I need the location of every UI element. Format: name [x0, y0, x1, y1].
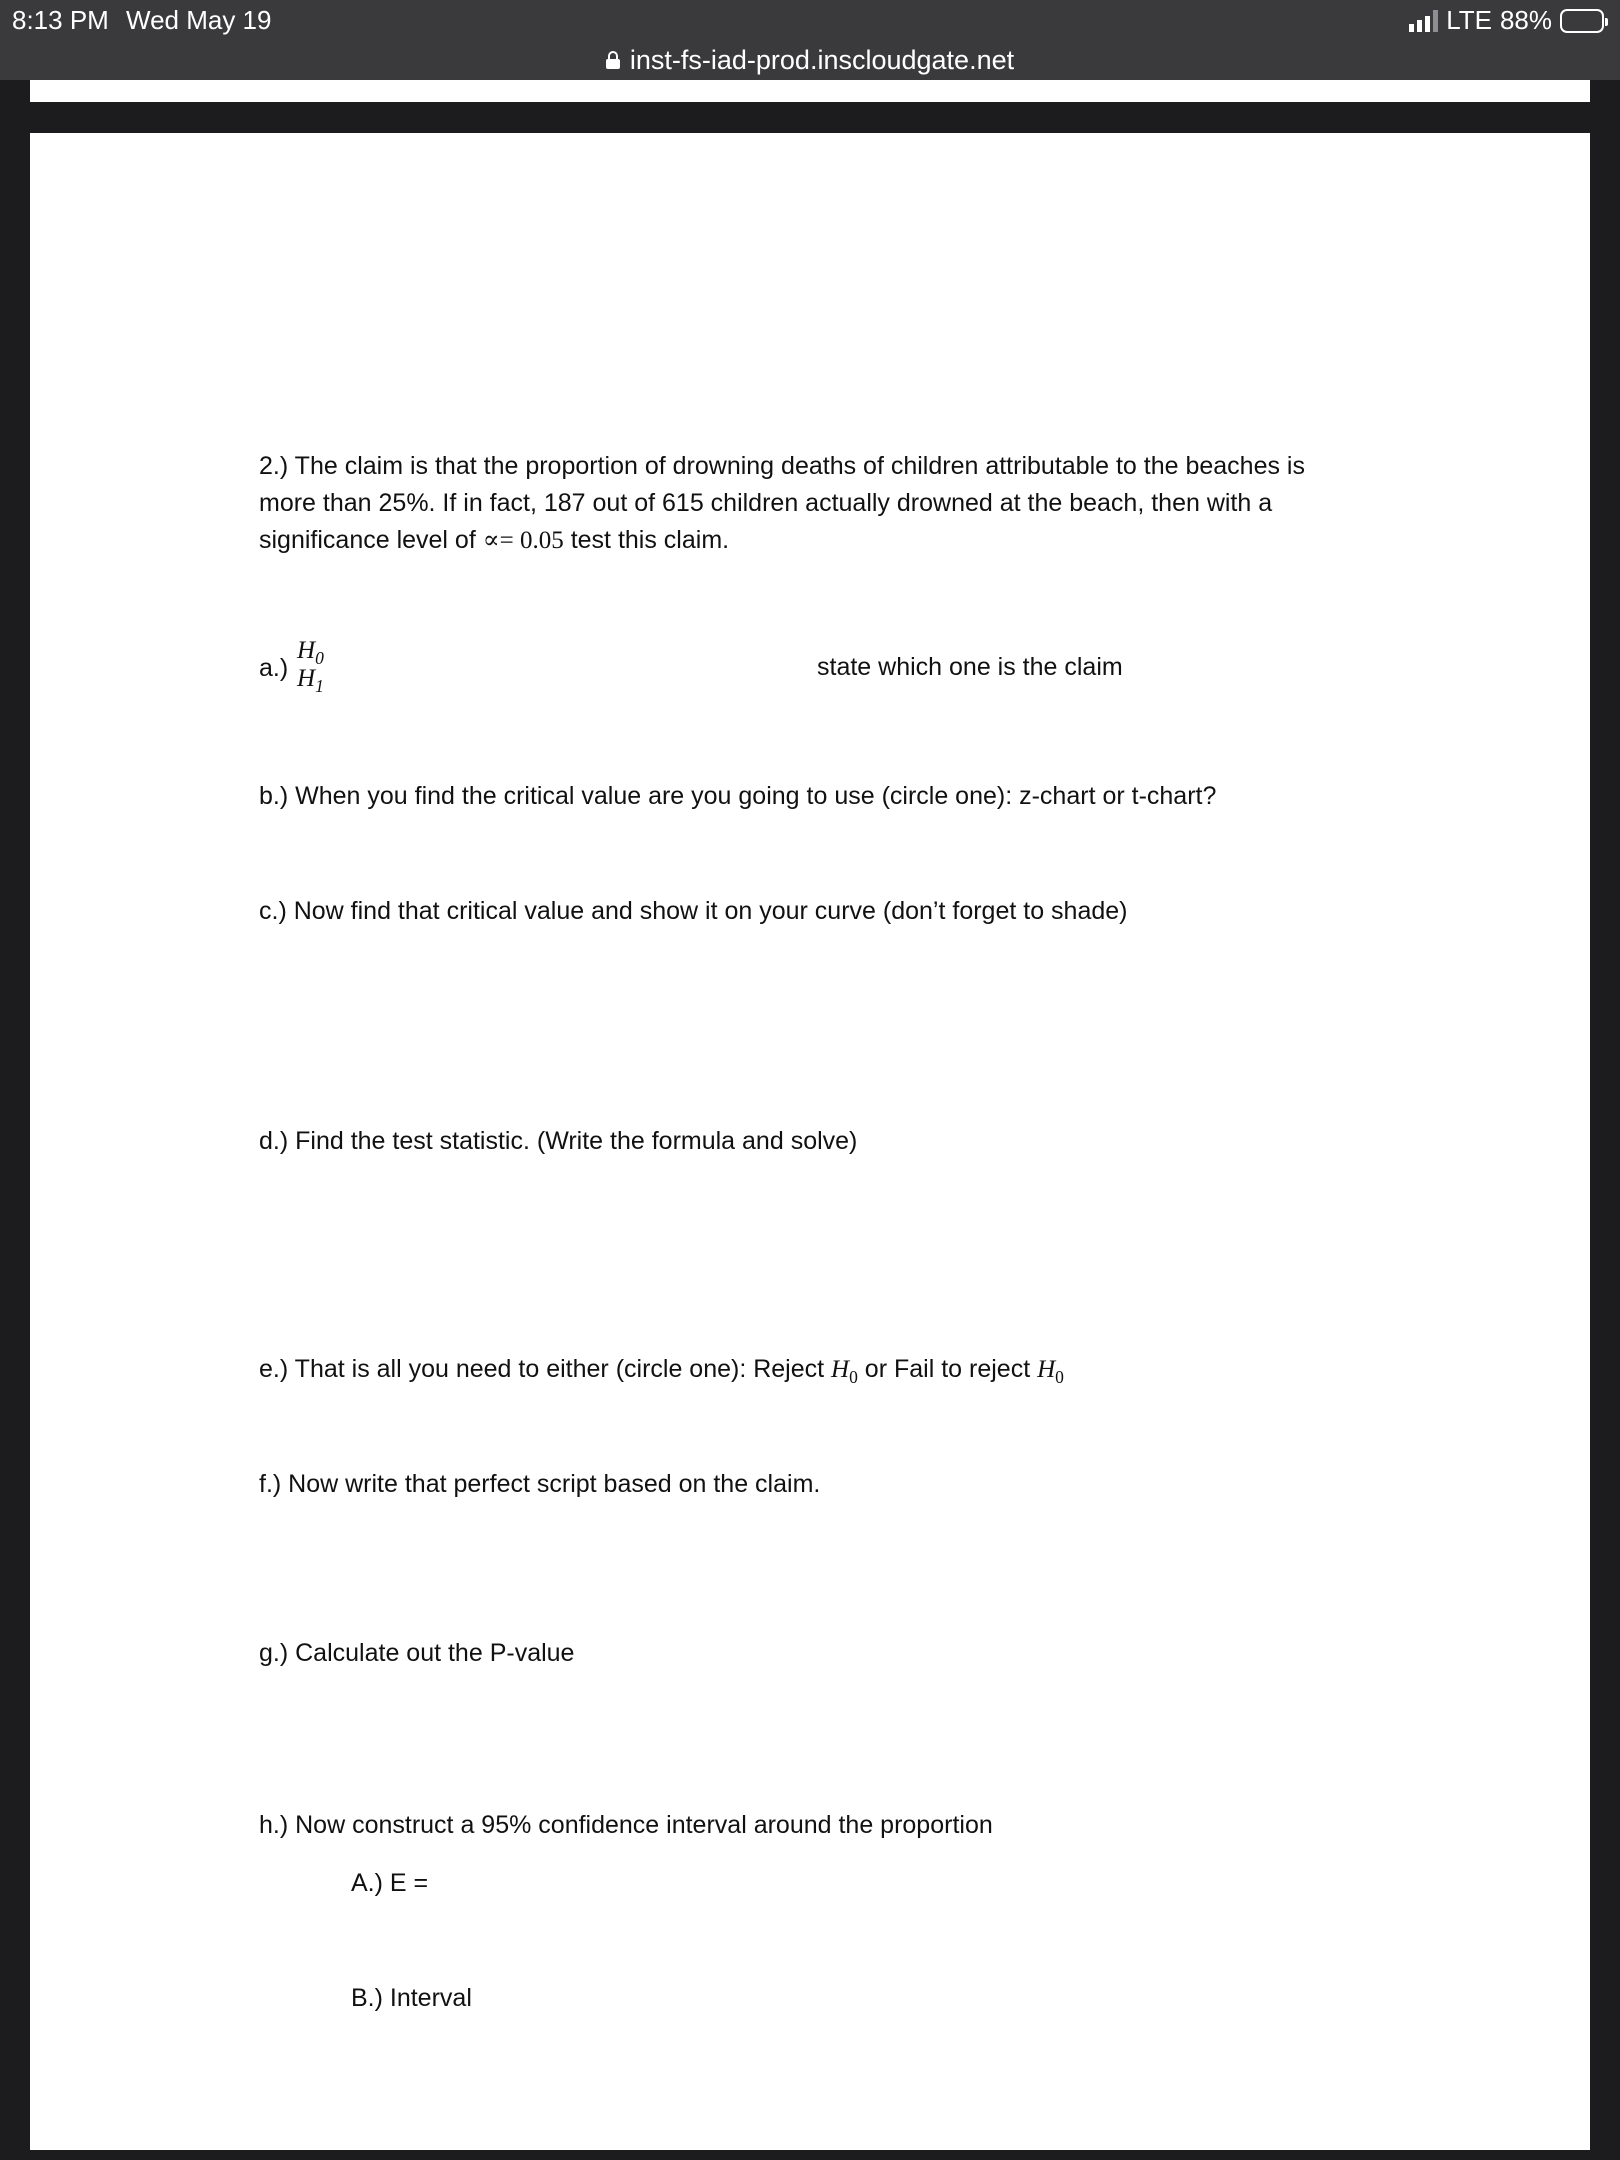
part-g: g.) Calculate out the P-value [259, 1639, 575, 1667]
q2-line-1: 2.) The claim is that the proportion of drowning deaths of children attributable to the beaches is [259, 452, 1305, 480]
network-label: LTE [1446, 5, 1492, 35]
part-c: c.) Now find that critical value and show it on your curve (don’t forget to shade) [259, 897, 1128, 925]
battery-icon [1560, 9, 1604, 33]
part-d: d.) Find the test statistic. (Write the formula and solve) [259, 1127, 858, 1155]
part-h: h.) Now construct a 95% confidence interval around the proportion [259, 1811, 993, 1839]
h1-symbol: H [297, 665, 316, 692]
signal-icon [1409, 10, 1438, 32]
part-f: f.) Now write that perfect script based on the claim. [259, 1470, 821, 1498]
lock-icon [606, 45, 620, 76]
h0-symbol-e2 [1037, 1356, 1064, 1387]
battery-percent: 88% [1499, 5, 1552, 35]
url-text[interactable]: inst-fs-iad-prod.inscloudgate.net [629, 44, 1015, 75]
alternative-hypothesis [297, 665, 324, 700]
status-date: Wed May 19 [126, 5, 272, 35]
status-right [1409, 5, 1604, 36]
q2-line-2: more than 25%. If in fact, 187 out of 615 children actually drowned at the beach, then with a [259, 489, 1273, 517]
part-e-middle: or Fail to reject [857, 1355, 1038, 1383]
part-b: b.) When you find the critical value are you going to use (circle one): z-chart or t-chart? [259, 782, 1217, 810]
h0-e2-letter: H [1037, 1356, 1056, 1383]
h0-subscript: 0 [315, 648, 324, 668]
q2-line-3-suffix: test this claim. [563, 526, 730, 554]
part-e [259, 1351, 1409, 1396]
h1-subscript: 1 [315, 676, 324, 696]
question-2-intro [259, 448, 1409, 559]
part-h-b: B.) Interval [351, 1984, 472, 2012]
h0-e1-letter: H [831, 1356, 850, 1383]
document-page[interactable] [30, 133, 1590, 2150]
h0-e2-sub: 0 [1055, 1367, 1064, 1387]
part-h-a: A.) E = [351, 1869, 429, 1897]
q2-line-3-prefix: significance level of [259, 526, 483, 554]
h0-e1-sub: 0 [849, 1367, 858, 1387]
address-bar[interactable] [0, 40, 1620, 80]
previous-page-edge [30, 80, 1590, 102]
part-a-claim: state which one is the claim [817, 653, 1123, 681]
part-a-label: a.) [259, 654, 289, 682]
q2-line-3 [259, 522, 1409, 559]
status-time: 8:13 PM [12, 5, 109, 35]
h0-symbol-e1 [831, 1356, 858, 1387]
h0-symbol: H [297, 637, 316, 664]
part-e-prefix: e.) That is all you need to either (circle one): Reject [259, 1355, 832, 1383]
status-bar [0, 0, 1620, 40]
alpha-value: ∝= 0.05 [482, 527, 564, 554]
